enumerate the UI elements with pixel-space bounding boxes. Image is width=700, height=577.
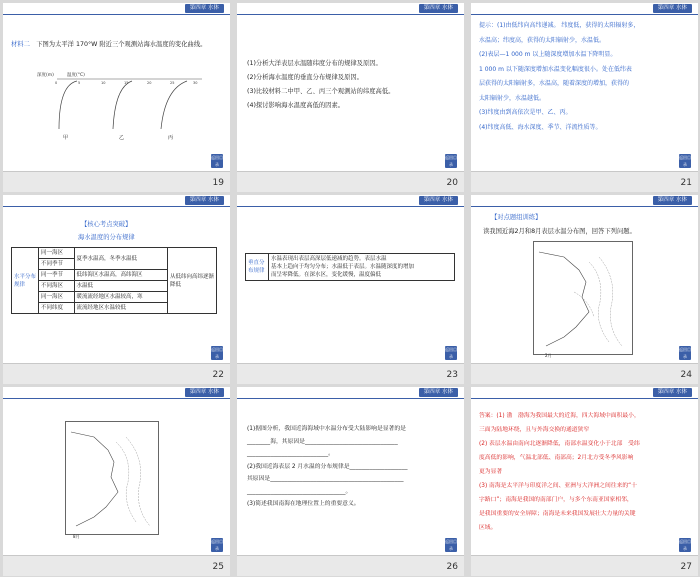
tick-3: 15 xyxy=(124,81,129,85)
slide-footer xyxy=(3,363,230,384)
slide-20[interactable] xyxy=(237,3,464,192)
chapter-label: 第四章 水体 xyxy=(653,196,692,205)
header-divider xyxy=(3,398,230,399)
q-line-1: (1)据图分析，我国近海海域中水温分布受大陆影响是显著的是 xyxy=(247,426,406,432)
slide-24[interactable] xyxy=(471,195,698,384)
slide-25[interactable] xyxy=(3,387,230,576)
slide-footer xyxy=(237,555,464,576)
isotherm-2 xyxy=(599,257,622,346)
depth-axis-label: 深度(m) xyxy=(37,73,54,78)
return-button[interactable]: 返回目录 xyxy=(679,347,691,359)
hint-line-6: 太阳辐射少，水温越低。 xyxy=(479,94,546,102)
header-divider xyxy=(471,14,698,15)
hint-line-8: (4)纬度高低、海水深度、季节、洋流性质等。 xyxy=(479,123,602,131)
question-1: (1)分析大洋表层水温随纬度分布的规律及原因。 xyxy=(247,60,382,67)
return-button[interactable]: 返回目录 xyxy=(211,539,223,551)
slide-number: 21 xyxy=(680,178,692,188)
isotherm-1 xyxy=(589,262,609,342)
return-button[interactable]: 返回目录 xyxy=(445,539,457,551)
isotherm-1 xyxy=(116,442,136,522)
curve-yi xyxy=(113,81,132,129)
question-lines xyxy=(247,423,457,511)
row-header: 水平分布规律 xyxy=(12,248,39,314)
header-divider xyxy=(3,14,230,15)
return-button[interactable]: 返回目录 xyxy=(445,155,457,167)
a-line-4: 度高低的影响，气温北部低、南部高；2月北方受冬季风影响 xyxy=(479,455,634,461)
station-label-bing: 丙 xyxy=(168,135,174,141)
aug-sea-temperature-map xyxy=(65,421,159,535)
curve-bing xyxy=(161,81,187,129)
map-caption: 2月 xyxy=(545,353,552,358)
slide-number: 26 xyxy=(446,562,458,572)
curve-jia xyxy=(59,81,77,129)
return-button[interactable]: 返回目录 xyxy=(679,539,691,551)
a-line-6: (3) 南海是太平洋与印度洋之间、亚洲与大洋洲之间往来的“十 xyxy=(479,483,637,489)
slide-header-bar xyxy=(3,195,230,207)
slide-footer xyxy=(237,171,464,192)
slide-footer xyxy=(471,363,698,384)
q-line-7: (3)简述我国南海在地理位置上的重要意义。 xyxy=(247,501,360,507)
slide-header-bar xyxy=(237,387,464,399)
vertical-head: 垂直分布规律 xyxy=(246,254,269,281)
tick-2: 10 xyxy=(101,81,106,85)
slide-number: 19 xyxy=(212,178,224,188)
chapter-label: 第四章 水体 xyxy=(419,196,458,205)
tick-4: 20 xyxy=(147,81,152,85)
temperature-profile-chart xyxy=(37,71,207,133)
hint-line-5: 层获得的太阳辐射多，水温高，随着深度的增加，获得的 xyxy=(479,80,630,87)
return-button[interactable]: 返回目录 xyxy=(679,155,691,167)
hint-line-1: 提示：(1)由低纬向高纬递减。 纬度低，获得的太阳辐射多， xyxy=(479,22,640,29)
slide-footer xyxy=(471,555,698,576)
chapter-label: 第四章 水体 xyxy=(419,4,458,13)
slide-26[interactable] xyxy=(237,387,464,576)
chapter-label: 第四章 水体 xyxy=(653,4,692,13)
a-line-5: 更为显著 xyxy=(479,469,503,475)
material-tag: 材料二 xyxy=(11,41,30,48)
isotherm-2 xyxy=(126,437,150,526)
q-line-5: 其原因是______________________________________________ xyxy=(247,476,404,482)
hint-line-2: 水温高；纬度高，获得的太阳辐射少，水温低。 xyxy=(479,36,606,44)
header-divider xyxy=(3,206,230,207)
question-2: (2)分析海水温度的垂直分布规律及原因。 xyxy=(247,74,363,81)
header-divider xyxy=(237,398,464,399)
hint-line-7: (3)纬度由到高依次是甲、乙、丙。 xyxy=(479,109,572,116)
material-body: 下图为太平洋 170°W 附近三个观测站海水温度的变化曲线。 xyxy=(36,41,207,48)
header-divider xyxy=(471,206,698,207)
slide-footer xyxy=(3,555,230,576)
slide-27[interactable] xyxy=(471,387,698,576)
map-caption: 8月 xyxy=(73,534,80,539)
vertical-table: 垂直分布规律 水温表现出表层高深层低递减的趋势。表层水温 基本上趋向于均匀分布；水温低于表层。水温随深度的增加 而呈零降低。在深水区，变化缓慢，温度偏低 xyxy=(245,253,455,281)
feb-sea-temperature-map xyxy=(533,241,633,355)
slide-22[interactable] xyxy=(3,195,230,384)
coastline xyxy=(539,252,589,346)
tick-0: 0 xyxy=(55,81,58,85)
q-line-3: ____________________________。 xyxy=(247,451,334,457)
station-label-yi: 乙 xyxy=(119,135,125,141)
chapter-label: 第四章 水体 xyxy=(419,388,458,397)
chapter-label: 第四章 水体 xyxy=(185,4,224,13)
q-line-4: (2)我国近海表层 2 月水温的分布规律是____________________ xyxy=(247,463,408,470)
map-contours xyxy=(66,422,158,534)
question-4: (4)探讨影响海水温度高低的因素。 xyxy=(247,102,345,109)
header-divider xyxy=(237,14,464,15)
section-heading: 【对点题组训练】 xyxy=(491,214,542,221)
slide-number: 22 xyxy=(212,370,224,380)
q-line-6: __________________________________。 xyxy=(247,488,352,495)
distribution-table: 水平分布规律 同一海区 夏季水温高，冬季水温低 从低纬向高纬逐渐降低 不同季节 同一季节 低纬海区水温高，高纬海区 不同海区 水温低 同一海区 暖流流经地区水温较高，寒 不同纬度 流流经地区水温较低 xyxy=(11,247,217,314)
question-text: 读我国近海2月和8月表层水温分布图，回答下列问题。 xyxy=(483,228,636,235)
slide-23[interactable] xyxy=(237,195,464,384)
return-button[interactable]: 返回目录 xyxy=(211,155,223,167)
chapter-label: 第四章 水体 xyxy=(185,196,224,205)
slide-number: 27 xyxy=(680,562,692,572)
slide-21[interactable] xyxy=(471,3,698,192)
tick-6: 30 xyxy=(193,81,198,85)
slide-header-bar xyxy=(471,387,698,399)
a-line-9: 区域。 xyxy=(479,525,497,531)
a-line-8: 是我国重要的安全屏障；南海是未来我国发展壮大力量的关键 xyxy=(479,511,636,517)
hint-line-3: (2)表层—1 000 m 以上随深度增加水温下降明显。 xyxy=(479,51,617,58)
slide-number: 23 xyxy=(446,370,458,380)
slide-header-bar xyxy=(471,195,698,207)
slide-header-bar xyxy=(3,3,230,15)
tick-5: 25 xyxy=(170,81,175,85)
hint-line-4: 1 000 m 以下随深度增加水温变化幅度很小。处在低纬表 xyxy=(479,65,632,73)
a-line-3: (2) 表层水温由南向北逐渐降低，南部水温变化小于北部 受纬 xyxy=(479,441,640,447)
slide-number: 24 xyxy=(680,370,692,380)
slide-footer xyxy=(471,171,698,192)
material-text xyxy=(11,39,221,50)
slide-header-bar xyxy=(237,195,464,207)
return-button[interactable]: 返回目录 xyxy=(445,347,457,359)
slide-header-bar xyxy=(471,3,698,15)
section-subheading: 海水温度的分布规律 xyxy=(78,234,135,241)
temp-axis-label: 温度(°C) xyxy=(67,73,85,78)
answer-lines xyxy=(479,409,693,535)
a-line-7: 字路口”；南海是我国的南部门户，与多个东南亚国家相邻， xyxy=(479,497,633,503)
slide-header-bar xyxy=(237,3,464,15)
slide-number: 20 xyxy=(446,178,458,188)
slide-footer xyxy=(3,171,230,192)
slide-header-bar xyxy=(3,387,230,399)
right-cell: 从低纬向高纬逐渐降低 xyxy=(168,248,217,314)
return-button[interactable]: 返回目录 xyxy=(211,347,223,359)
slide-footer xyxy=(237,363,464,384)
hint-text xyxy=(479,19,691,135)
isotherm-3 xyxy=(574,292,594,317)
station-label-jia: 甲 xyxy=(63,135,69,141)
a-line-1: 答案：(1) 渤 渤海为我国最大的近海，四大海域中面积最小， xyxy=(479,413,640,419)
slide-19[interactable] xyxy=(3,3,230,192)
coastline xyxy=(71,432,118,526)
chapter-label: 第四章 水体 xyxy=(653,388,692,397)
section-heading: 【核心考点突破】 xyxy=(81,221,132,228)
question-list xyxy=(247,57,457,113)
header-divider xyxy=(237,206,464,207)
question-3: (3)比较材料二中甲、乙、丙三个观测站的纬度高低。 xyxy=(247,88,395,95)
tick-1: 5 xyxy=(78,81,81,85)
q-line-2: ________海，其原因是________________________________ xyxy=(247,438,398,445)
slide-number: 25 xyxy=(212,562,224,572)
a-line-2: 三面为陆地环绕，且与外海交换的通道狭窄 xyxy=(479,427,590,433)
chapter-label: 第四章 水体 xyxy=(185,388,224,397)
header-divider xyxy=(471,398,698,399)
map-contours xyxy=(534,242,632,354)
hint-lead: 提示： xyxy=(479,22,498,29)
